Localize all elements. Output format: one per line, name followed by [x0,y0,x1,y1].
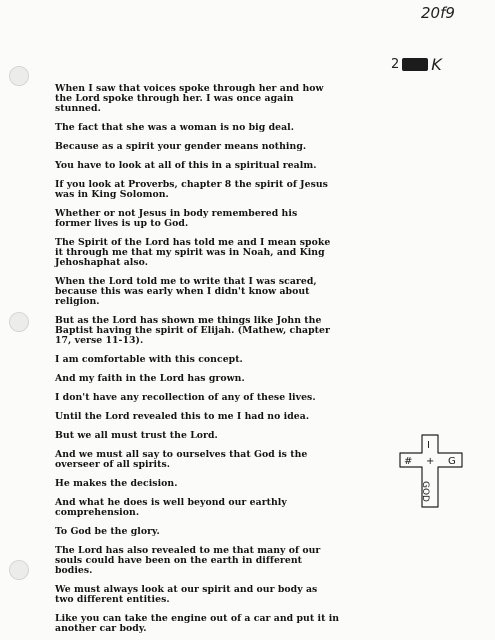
paragraph: We must always look at our spirit and our body as two different entities. [55,584,318,605]
paragraph: And my faith in the Lord has grown. [55,373,245,384]
paragraph: If you look at Proverbs, chapter 8 the spirit of Jesus was in King Solomon. [55,179,328,200]
paragraph: When I saw that voices spoke through her and how the Lord spoke through her. I was once again stunned. [55,83,324,114]
paragraph: He makes the decision. [55,478,178,489]
handdrawn-cross [398,433,464,509]
redaction-block [402,58,428,71]
paragraph: The Spirit of the Lord has told me and I mean spoke it through me that my spirit was in Noah, and King Jehoshaphat also. [55,237,331,268]
paragraph: I am comfortable with this concept. [55,354,243,365]
cross-bottom-word: GOD [420,481,430,502]
paragraph: The fact that she was a woman is no big deal. [55,122,295,133]
page-mark-letter: K [431,55,442,74]
paragraph: When the Lord told me to write that I was scared, because this was early when I didn't know about religion. [55,276,317,307]
paragraph: And what he does is well beyond our earthly comprehension. [55,497,287,518]
page-mark [391,55,442,74]
paragraph: The Lord has also revealed to me that many of our souls could have been on the earth in different bodies. [55,545,321,576]
cross-center-mark: + [426,456,435,467]
paragraph: You have to look at all of this in a spiritual realm. [55,160,317,171]
handwritten-page-number: 20f9 [421,4,455,22]
paragraph: But we all must trust the Lord. [55,430,218,441]
binder-hole-middle [9,312,29,332]
paragraph: To God be the glory. [55,526,160,537]
cross-right-letter: G [448,456,456,467]
paragraph: Whether or not Jesus in body remembered his former lives is up to God. [55,208,298,229]
paragraph: I don't have any recollection of any of these lives. [55,392,316,403]
paragraph: Until the Lord revealed this to me I had no idea. [55,411,310,422]
binder-hole-top [9,66,29,86]
letter-body [55,84,407,634]
paragraph: And we must all say to ourselves that God is the overseer of all spirits. [55,449,308,470]
cross-top-letter: I [427,440,430,451]
cross-left-mark: # [404,456,413,467]
cross-outline-icon [398,433,464,509]
binder-hole-bottom [9,560,29,580]
paragraph: But as the Lord has shown me things like John the Baptist having the spirit of Elijah. (Mathew, chapter 17, verse 11-13). [55,315,330,346]
paragraph: Because as a spirit your gender means nothing. [55,141,307,152]
page-mark-prefix: 2 [391,57,400,72]
paragraph: Like you can take the engine out of a car and put it in another car body. [55,613,340,634]
